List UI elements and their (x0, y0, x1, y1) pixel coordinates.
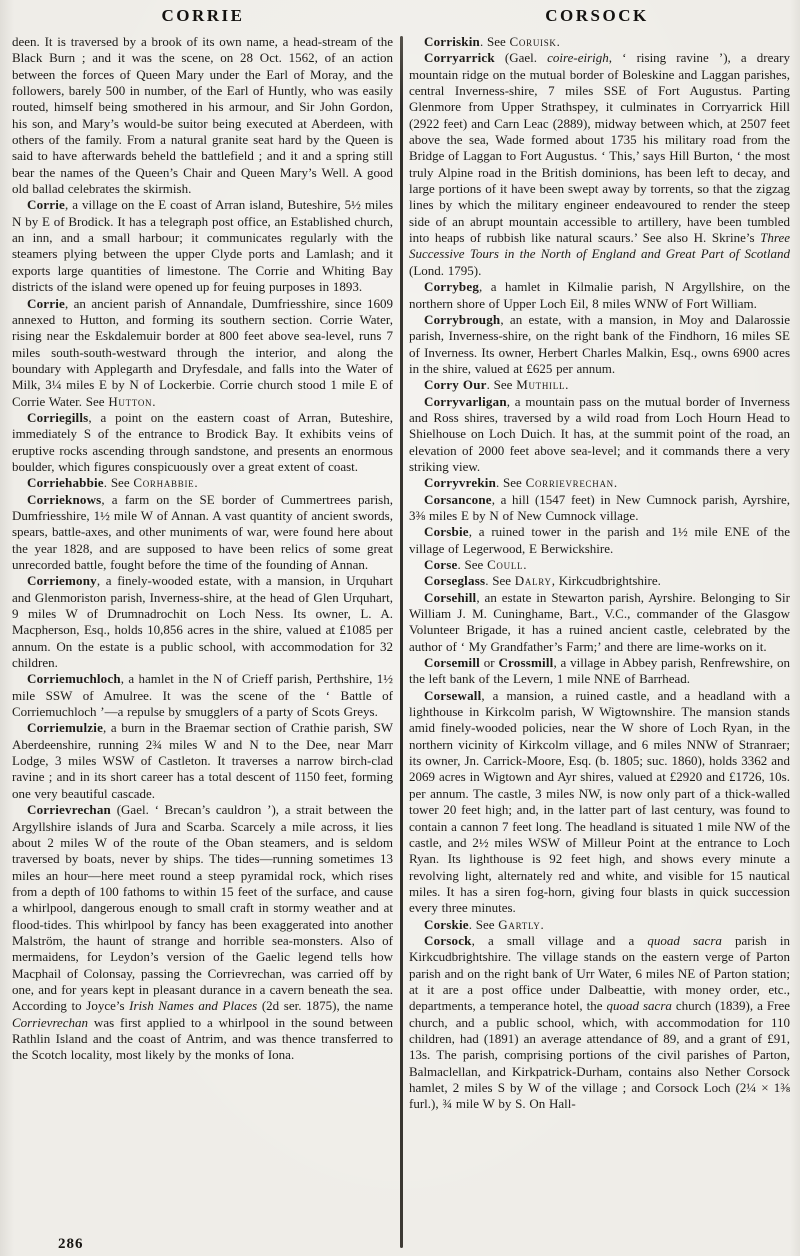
gazetteer-entry (12, 492, 393, 574)
entry-text: , ‘ rising ravine ’), a dreary mountain ridge on the mutual border of Boleskine and Laggan parishes, central Inverness-shire, 7 miles SSE of Fort Augustus. Parting Glenmore from Upper Strathspey, it culminates in Corryarrick Hill (2922 feet) and Carn Leac (2889), midway between which, at 2507 feet above the sea, Wade formed about 1735 his military road from the Bridge of Laggan to Fort Augustus. ‘ This,’ says Hill Burton, ‘ the most truly Alpine road in the British dominions, has been left to decay, and large portions of it have been swept away by torrents, so that the zigzag lines by which the military engineer endeavoured to render the steep side of an abrupt mountain accessible to artillery, have been tumbled into heaps of rubbish like natural scaurs.’ See also H. Skrine’s (409, 50, 790, 246)
entry-name: Corsemill (424, 655, 480, 671)
cross-reference: Coull (487, 557, 524, 572)
entry-text: was first applied to a whirlpool in the sound between Rathlin Island and the coast of Antrim, and was thence transferred to the Scotch locality, most likely by the monks of Iona. (12, 1014, 393, 1063)
entry-text: , a mountain pass on the mutual border of Inverness and Ross shires, traversed by a wild road from Loch Hourn Head to Shielhouse on Loch Duich. It has, at the summit point of the road, an elevation of 2000 feet above sea-level; and it commands there a very striking view. (409, 393, 790, 474)
gazetteer-entry (409, 590, 790, 655)
entry-text: , a village on the E coast of Arran island, Buteshire, 5½ miles N by E of Brodick. It has a telegraph post office, an Established church, an inn, and a small harbour; it communicates regularly with the steamers plying between the upper Clyde ports and Lamlash; and it exports large quantities of limestone. The Corrie and Whiting Bay districts of the island were opened up for feuing purposes in 1893. (12, 197, 393, 295)
entry-text: (Gael. ‘ Brecan’s cauldron ’), a strait between the Argyllshire islands of Jura and Scarba. Scarcely a mile across, it lies about 2 miles W of the route of the Oban steamers, and is seldom traversed by boats, never by ships. The tides—running sometimes 13 miles an hour—here meet round a steep pyramidal rock, which rises from a depth of 100 fathoms to within 15 feet of the surface, and cause a whirlpool, dangerous enough to small craft in stormy weather and at flood-tides. This whirlpool by fancy has been exaggerated into another Malström, the haunt of strange and horrible sea-monsters. Also of mermaidens, for Leydon’s version of the Gaelic legend tells how Macphail of Colonsay, passing the Corrievrechan, was carried off by one, and for years kept in pleasant durance in a cavern beneath the sea. According to Joyce’s (12, 802, 393, 1014)
entry-text: . (523, 557, 527, 572)
cross-reference: Corhabbie (133, 475, 195, 491)
entry-name: Corriehabbie (27, 475, 104, 491)
entry-name: Corriemony (27, 573, 97, 589)
entry-text: or (479, 655, 499, 671)
entry-text: , a hill (1547 feet) in New Cumnock parish, Ayrshire, 3⅜ miles E by N of New Cumnock village. (409, 491, 790, 523)
gazetteer-entry (12, 573, 393, 671)
gazetteer-entry (409, 492, 790, 525)
gazetteer-entry (409, 394, 790, 476)
gazetteer-entry (409, 524, 790, 557)
gazetteer-entry (12, 197, 393, 295)
entry-name: Corriskin (424, 34, 480, 49)
gazetteer-entry (409, 34, 790, 50)
gazetteer-entry (409, 933, 790, 1113)
entry-name: Corsock (424, 932, 472, 948)
gazetteer-entry (409, 655, 790, 688)
entry-text: (2d ser. 1875), the name (257, 998, 393, 1014)
entry-name: Corsewall (424, 687, 482, 703)
entry-text: , a farm on the SE border of Cummertrees parish, Dumfriesshire, 1½ mile W of Annan. A vast quantity of ancient swords, spears, battle-axes, and other muniments of war, were found here about the year 1828, and are supposed to have been relics of some great unrecorded battle, fought before the time of the founding of Annan. (12, 491, 393, 572)
italic-text: quoad sacra (606, 998, 672, 1014)
italic-text: quoad sacra (647, 932, 722, 948)
entry-text: parish in Kirkcudbrightshire. The village stands on the eastern verge of Parton parish and on the right bank of Urr Water, 6 miles NE of Parton station; at it are a post office under Dalbeattie, with money order, etc., departments, a temperance hotel, the (409, 932, 790, 1014)
entry-name: Corrybeg (424, 279, 480, 295)
entry-text: . See (103, 475, 134, 491)
entry-text: . (565, 377, 569, 393)
entry-name: Crossmill (498, 655, 554, 671)
entry-name: Corrie (27, 295, 66, 311)
gazetteer-entry (12, 410, 393, 475)
cross-reference: Coruisk (509, 34, 557, 49)
entry-text: , a village in Abbey parish, Renfrewshire, on the left bank of the Levern, 1 mile NNE of Barrhead. (409, 655, 790, 687)
entry-text: . See (485, 573, 515, 589)
cross-reference: Muthill (516, 377, 566, 393)
entry-name: Corry Our (424, 377, 487, 393)
text-columns (12, 34, 790, 1248)
entry-text: church (1839), a Free church, and a public school, which, with accommodation for 110 children, had (1891) an average attendance of 89, and a grant of £91, 13s. The parish, comprising portions of the civil parishes of Parton, Balmaclellan, and Kirkpatrick-Durham, contains also Nether Corsock hamlet, 2 miles S by W of the village ; and Corsock Loch (2¼ × 1⅜ furl.), ¾ mile W by S. On Hall- (409, 998, 790, 1112)
cross-reference: Dalry (514, 573, 552, 589)
entry-text: , a small village and a (471, 932, 648, 948)
italic-text: Three Successive Tours in the North of England and Great Part of Scotland (409, 230, 790, 262)
running-head-right: CORSOCK (545, 6, 649, 25)
entry-name: Corryarrick (424, 50, 495, 66)
left-column (12, 34, 393, 1248)
cross-reference: Gartly (498, 916, 541, 932)
gazetteer-entry (409, 377, 790, 393)
column-divider (400, 36, 403, 1248)
entry-text: . See (457, 557, 488, 572)
page-number: 286 (58, 1236, 84, 1252)
entry-text: , a ruined tower in the parish and 1½ mile ENE of the village of Legerwood, E Berwickshire. (409, 524, 790, 556)
italic-text: coire-eirigh (547, 50, 609, 66)
entry-text: . (152, 393, 156, 409)
gazetteer-entry (12, 802, 393, 1064)
cross-reference: Corrievrechan (525, 475, 614, 491)
gazetteer-entry (409, 50, 790, 279)
gazetteer-entry (409, 688, 790, 917)
right-column (409, 34, 790, 1248)
entry-text: . (540, 916, 544, 932)
entry-text: , a point on the eastern coast of Arran, Buteshire, immediately S of the entrance to Brodick Bay. It exhibits veins of eruptive rocks ascending through sandstone, and presents an enormous boulder, which figures conspicuously over a great extent of coast. (12, 409, 393, 474)
gazetteer-entry (409, 475, 790, 491)
gazetteer-entry (409, 917, 790, 933)
entry-name: Corrie (27, 197, 66, 213)
gazetteer-entry (12, 720, 393, 802)
italic-text: Irish Names and Places (129, 998, 258, 1014)
running-heads (0, 6, 800, 32)
entry-text: . See (479, 34, 510, 49)
italic-text: Corrievrechan (12, 1014, 89, 1030)
entry-text: (Gael. (494, 50, 548, 66)
entry-text: . See (468, 916, 499, 932)
entry-text: . (613, 475, 618, 491)
gazetteer-entry (12, 34, 393, 197)
entry-name: Corsancone (424, 491, 492, 507)
entry-text: , a mansion, a ruined castle, and a headland with a lighthouse in Kirkcolm parish, W Wigtownshire. The mansion stands amid finely-wooded policies, near the W shore of Loch Ryan, in the northern vicinity of Kirkcolm village, and 6 miles NNW of Stranraer; its owner, Jn. Carrick-Moore, Esq. (b. 1805; suc. 1860), holds 3362 and 2069 acres in Wigtown and Ayr shires, valued at £2920 and £1726, 10s. per annum. The castle, 3 miles NW, is now only part of a thick-walled tower 20 feet high; and, in the latter part of last century, was found to contain a cannon 7 feet long. The headland is situated 1 mile NW of the castle, and 2½ miles WSW of Milleur Point at the entrance to Loch Ryan. Its lighthouse is 92 feet high, and shows every minute a revolving light, alternately red and white, and visible for 15 nautical miles. It has a siren fog-horn, giving four blasts in quick succession every three minutes. (409, 687, 790, 916)
entry-name: Corrieknows (27, 491, 102, 507)
entry-text: , an estate, with a mansion, in Moy and Dalarossie parish, Inverness-shire, on the right bank of the Findhorn, 16 miles SE of Inverness. Its owner, Herbert Charles Malkin, Esq., owns 6900 acres in the shire, valued at £625 per annum. (409, 311, 790, 376)
entry-name: Corriemulzie (27, 720, 104, 736)
entry-name: Corse (424, 557, 458, 572)
entry-name: Corseglass (424, 573, 486, 589)
cross-reference: Hutton (108, 393, 153, 409)
entry-name: Corryvarligan (424, 393, 507, 409)
gazetteer-entry (409, 557, 790, 573)
entry-name: Corskie (424, 916, 469, 932)
entry-name: Corrybrough (424, 311, 501, 327)
entry-text: , a burn in the Braemar section of Crathie parish, SW Aberdeenshire, running 2¾ miles W and N to the Dee, near Marr Lodge, 3 miles WSW of Castleton. It traverses a narrow birch-clad ravine ; and in its short career has a total descent of 1150 feet, forming one very beautiful cascade. (12, 720, 393, 801)
entry-name: Corsehill (424, 589, 477, 605)
entry-text: . See (496, 475, 526, 491)
running-head-left: CORRIE (161, 6, 245, 25)
gazetteer-entry (409, 573, 790, 589)
entry-text: , a hamlet in the N of Crieff parish, Perthshire, 1½ mile SSW of Amulree. It was the scene of the ‘ Battle of Corriemuchloch ’—a repulse by smugglers of a party of Scots Greys. (12, 671, 393, 720)
gazetteer-entry (12, 475, 393, 491)
entry-text: , an ancient parish of Annandale, Dumfriesshire, since 1609 annexed to Hutton, and forming its southern section. Corrie Water, rising near the Eskdalemuir border at 800 feet above sea-level, runs 7 miles south-south-westward through the interior, and along the boundary with Applegarth and Dryfesdale, and falls into the Water of Milk, 3¼ miles E by N of Lockerbie. Corrie church stood 1 mile E of Corrie Water. See (12, 295, 393, 409)
entry-text: . (556, 34, 560, 49)
entry-name: Corriemuchloch (27, 671, 121, 687)
entry-text: . (194, 475, 198, 491)
entry-text: . See (486, 377, 517, 393)
entry-text: deen. It is traversed by a brook of its own name, a head-stream of the Black Burn ; and it was the scene, on 28 Oct. 1562, of an action between the forces of Queen Mary under the Earl of Moray, and the followers, barely 500 in number, of the Earl of Huntly, who was easily routed, himself being smothered in his armour, and Sir John Gordon, his son, and Mary’s would-be suitor being executed at Aberdeen, with others of the family. From a natural granite seat hard by the Queen is said to have afterwards beheld the battlefield ; and it and a spring still bear the names of the Queen’s Chair and Queen Mary’s Well. A good old ballad celebrates the skirmish. (12, 34, 393, 197)
entry-text: , an estate in Stewarton parish, Ayrshire. Belonging to Sir William J. M. Cuninghame, Bart., V.C., commander of the Glasgow Volunteer Brigade, it has a ruined ancient castle, celebrated by the author of ‘ My Grandfather’s Farm;’ and there are lime-works on it. (409, 589, 790, 654)
entry-name: Corryvrekin (424, 475, 497, 491)
entry-text: , Kirkcudbrightshire. (551, 573, 661, 589)
entry-text: , a hamlet in Kilmalie parish, N Argyllshire, on the northern shore of Upper Loch Eil, 8 miles WNW of Fort William. (409, 279, 790, 311)
entry-name: Corrievrechan (27, 802, 111, 818)
entry-text: , a finely-wooded estate, with a mansion, in Urquhart and Glenmoriston parish, Inverness-shire, at the head of Glen Urquhart, 9 miles W of Drumnadrochit on Loch Ness. Its owner, L. A. Macpherson, Esq., holds 10,856 acres in the shire, valued at £1085 per annum. On the estate is a public school, with accommodation for 32 children. (12, 573, 393, 671)
gazetteer-entry (409, 279, 790, 312)
entry-text: (Lond. 1795). (409, 262, 482, 278)
entry-name: Corriegills (27, 409, 89, 425)
gazetteer-entry (409, 312, 790, 377)
gazetteer-entry (12, 671, 393, 720)
gazetteer-entry (12, 296, 393, 410)
entry-name: Corsbie (424, 524, 469, 540)
